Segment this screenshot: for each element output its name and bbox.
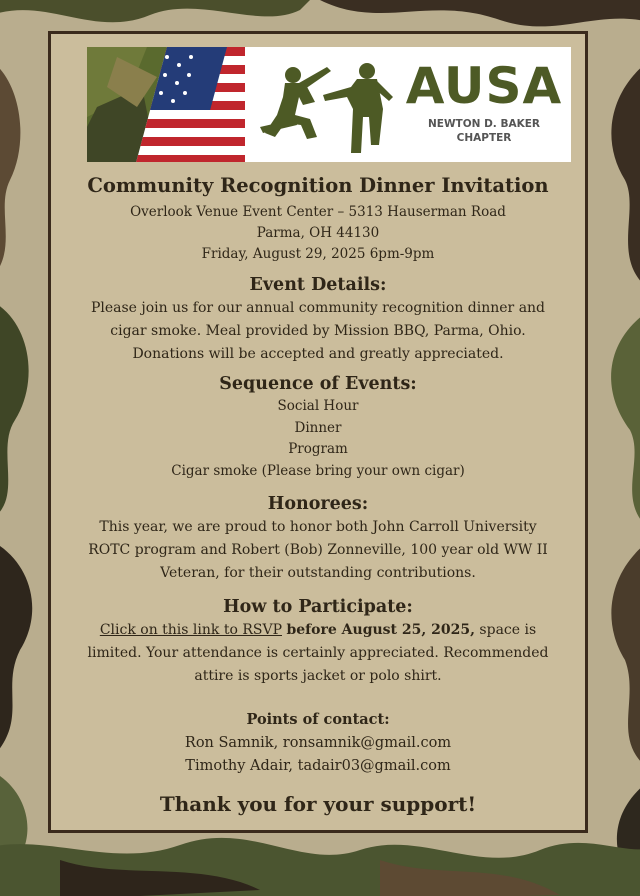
chapter-line-2: CHAPTER [456,132,512,144]
invitation-card [48,31,588,833]
invitation-content [51,174,585,818]
date-line: Friday, August 29, 2025 6pm-9pm [201,246,435,262]
event-details-text: Please join us for our annual community recognition dinner and cigar smoke. Meal provided by Mission BBQ, Parma, Ohio. Donations will be accepted and greatly appreciated. [90,300,546,362]
participate-details: space is limited. Your attendance is certainly appreciated. Recommended attire is sports jacket or polo shirt. [87,622,549,684]
soldiers-silhouette-icon [255,57,405,157]
chapter-line-1: NEWTON D. BAKER [428,118,540,130]
org-logo-text: AUSA [405,57,563,115]
flag-image [87,47,245,162]
closing-message: Thank you for your support! [159,792,477,816]
city-line: Parma, OH 44130 [256,225,380,241]
invitation-title: Community Recognition Dinner Invitation [87,174,549,197]
sequence-item: Program [288,441,348,457]
sequence-item: Cigar smoke (Please bring your own cigar) [171,462,465,479]
sequence-heading: Sequence of Events: [219,374,417,394]
honorees-text: This year, we are proud to honor both John Carroll University ROTC program and Robert (Bob) Zonneville, 100 year old WW II Veteran, for their outstanding contributions. [88,519,548,581]
rsvp-link[interactable]: Click on this link to RSVP [99,622,282,638]
participate-text [51,619,585,688]
rsvp-deadline: before August 25, 2025, [286,622,475,638]
chapter-name [409,117,559,145]
header-banner [87,47,571,162]
contact-person: Ron Samnik, ronsamnik@gmail.com [184,735,452,751]
sequence-item: Dinner [294,419,342,436]
sequence-item: Social Hour [277,398,359,414]
participate-heading: How to Participate: [223,597,413,617]
contacts-heading: Points of contact: [246,711,390,728]
contact-person: Timothy Adair, tadair03@gmail.com [185,758,451,774]
venue-line: Overlook Venue Event Center – 5313 Hauserman Road [130,204,506,220]
honorees-heading: Honorees: [267,494,369,514]
sequence-list [51,396,585,482]
event-details-heading: Event Details: [249,275,387,295]
